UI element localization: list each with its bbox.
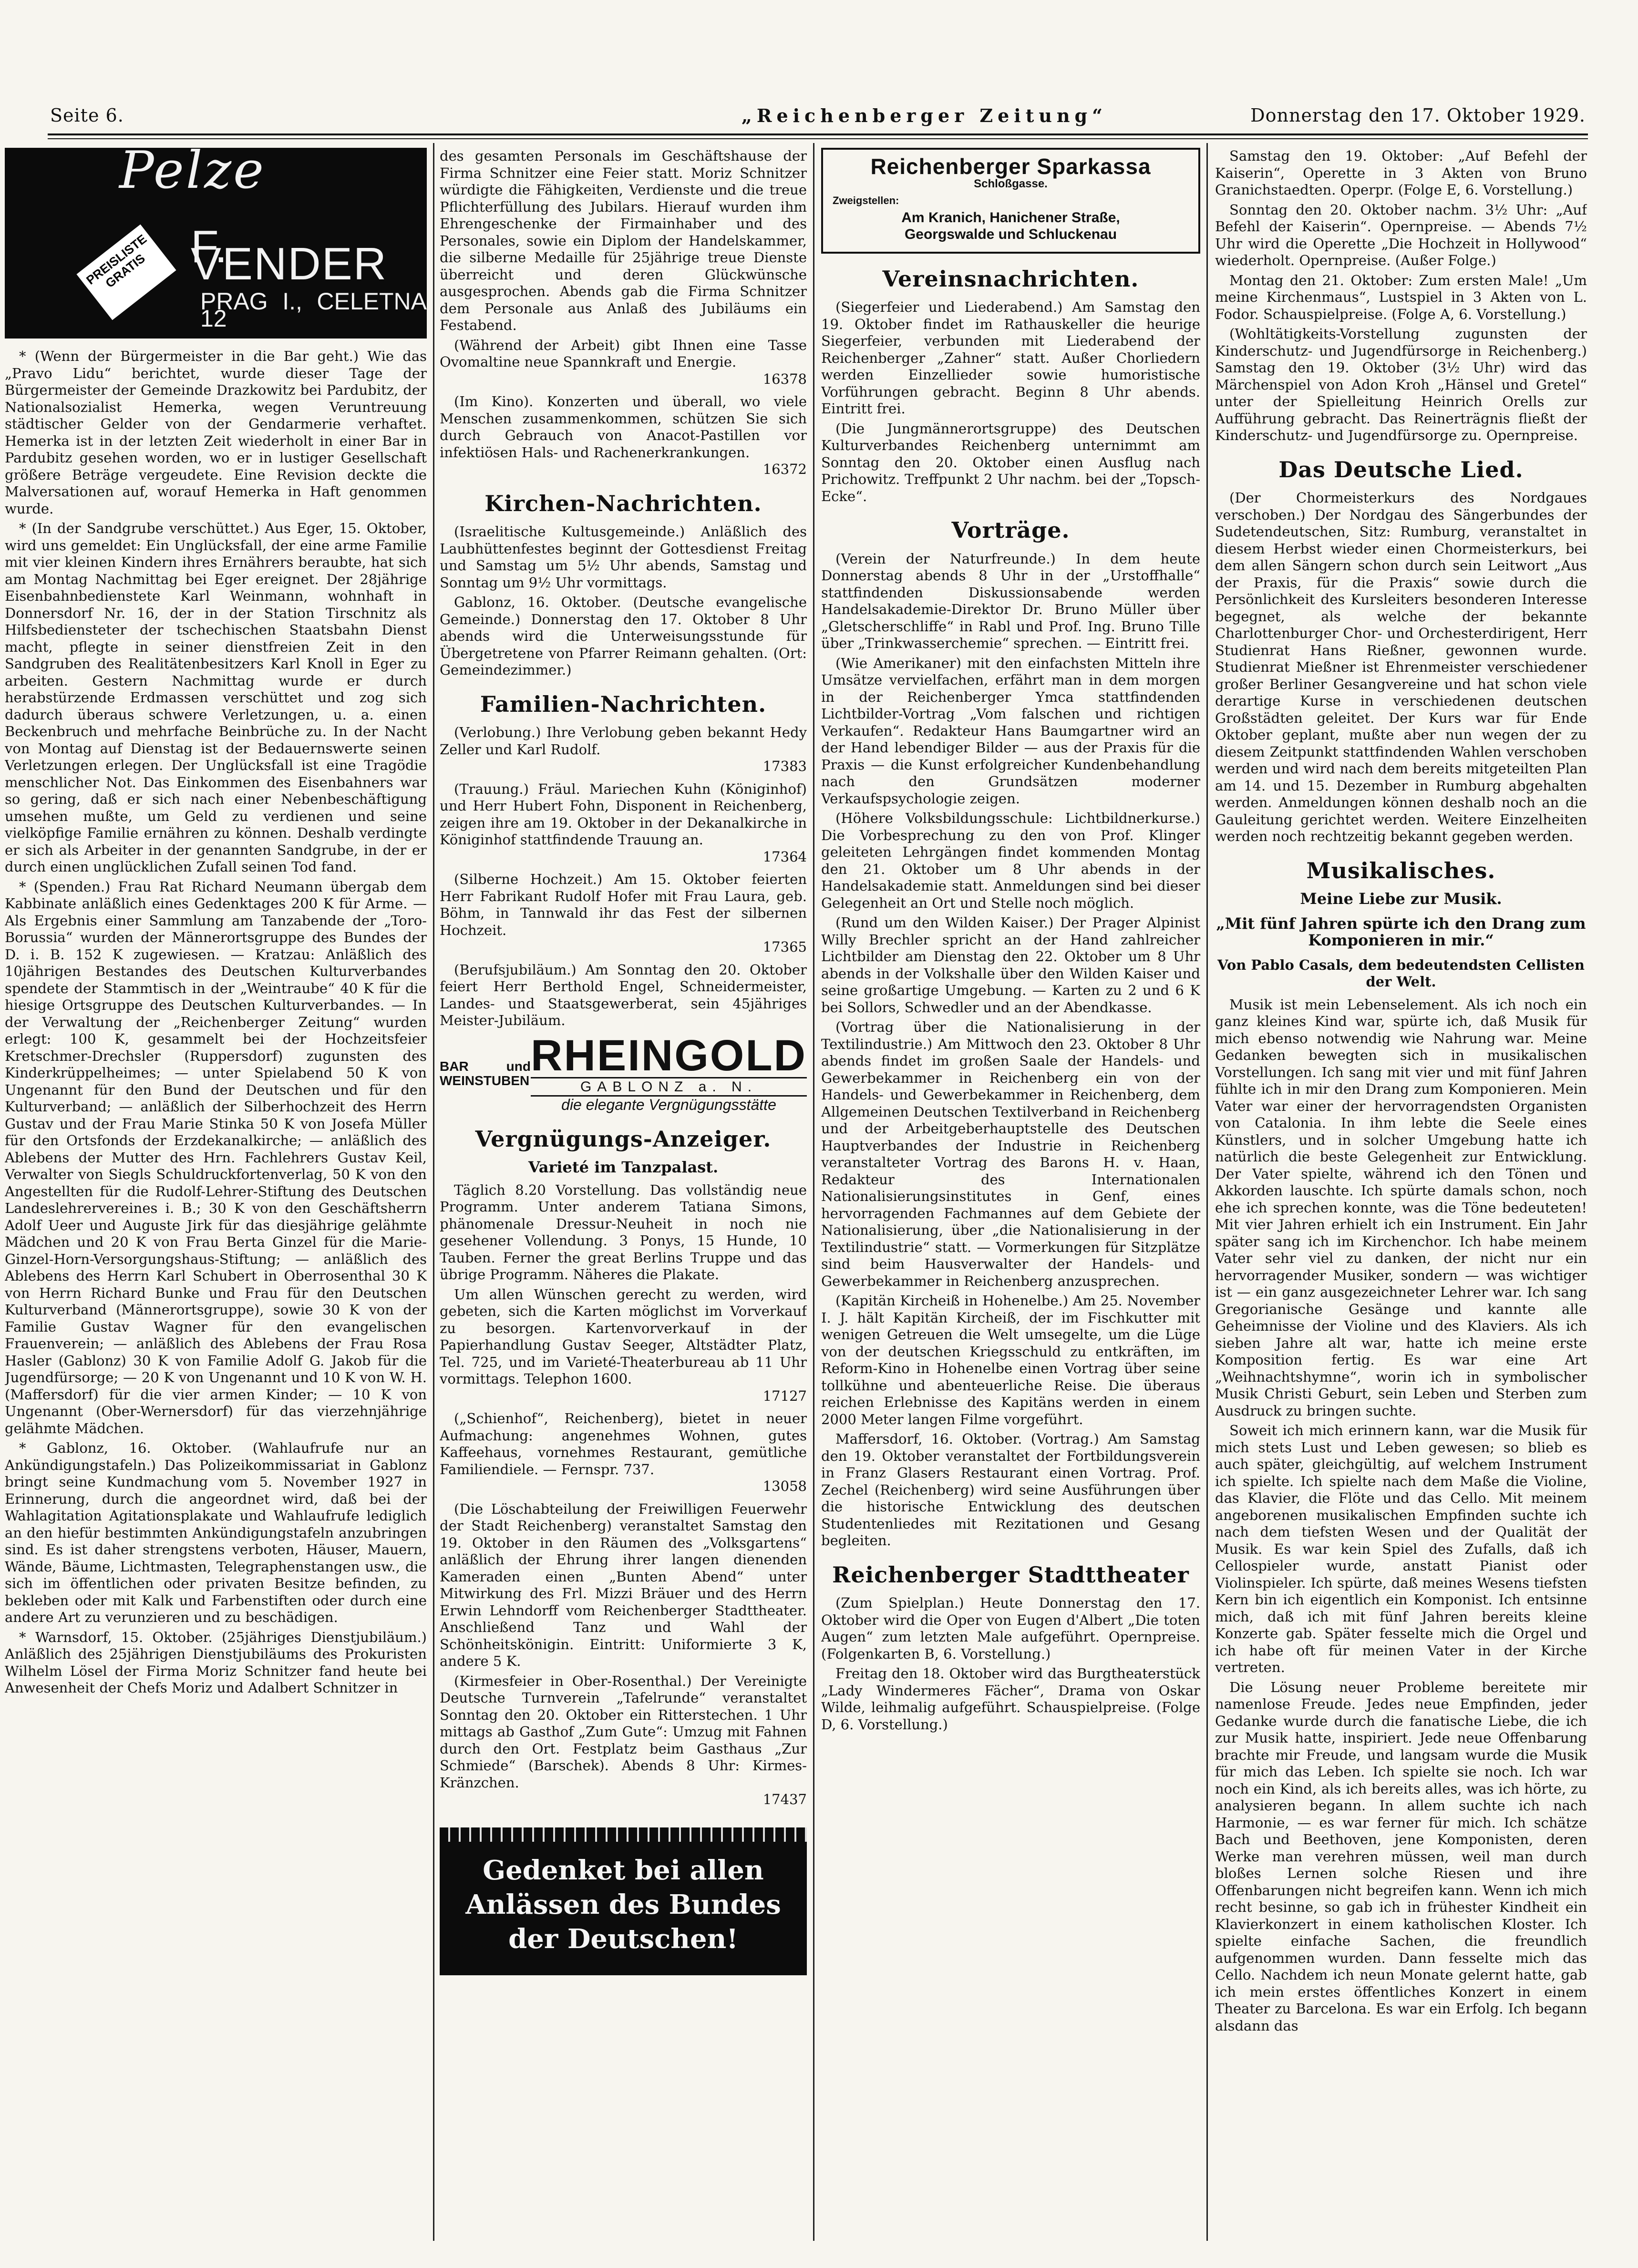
article: (Trauung.) Fräul. Mariechen Kuhn (Königinhof) und Herr Hubert Fohn, Disponent in Reichenberg, zeigen ihre am 19. Oktober in der Dekanalkirche in Königinhof stattfindende Trauung an. bbox=[440, 780, 807, 848]
notice-number: 17127 bbox=[762, 1387, 807, 1404]
ad-city: GABLONZ a. N. bbox=[531, 1077, 807, 1097]
article: („Schienhof“, Reichenberg), bietet in neuer Aufmachung: angenehmes Wohnen, gutes Kaffeehaus, vornehmes Restaurant, gemütliche Familiendiele. — Fernspr. 737. bbox=[440, 1410, 807, 1478]
notice-number: 17383 bbox=[762, 758, 807, 774]
ad-slogan: die elegante Vergnügungsstätte bbox=[561, 1096, 776, 1113]
article: (Kirmesfeier in Ober-Rosenthal.) Der Vereinigte Deutsche Turnverein „Tafelrunde“ veranstaltet Sonntag den 20. Oktober ein Ritterstechen. 1 Uhr mittags ab Gasthof „Zum Gute“: Umzug mit Fahnen durch den Ort. Festplatz beim Gasthaus „Zur Schmiede“ (Barschek). Abends 8 Uhr: Kirmes-Kränzchen. bbox=[440, 1673, 807, 1791]
ad-stripes bbox=[440, 1827, 807, 1842]
article: Täglich 8.20 Vorstellung. Das vollständig neue Programm. Unter anderem Tatiana Simons, phänomenale Dressur-Neuheit in noch nie gesehener Vollendung. 3 Ponys, 15 Hunde, 10 Tauben. Ferner the great Berlins Truppe und das übrige Programm. Näheres die Plakate. bbox=[440, 1181, 807, 1283]
article: Montag den 21. Oktober: Zum ersten Male! „Um meine Kirchenmaus“, Lustspiel in 3 Akten von L. Fodor. Schauspielpreise. (Folge A, 6. Vorstellung.) bbox=[1215, 272, 1587, 322]
ad-title: Reichenberger Sparkassa bbox=[870, 154, 1151, 179]
column-divider bbox=[813, 143, 814, 2241]
article: Samstag den 19. Oktober: „Auf Befehl der Kaiserin“, Operette in 3 Akten von Bruno Granichstaedten. Operpr. (Folge E, 6. Vorstellung.) bbox=[1215, 148, 1587, 198]
column-1 bbox=[5, 148, 427, 2255]
article: Gablonz, 16. Oktober. (Deutsche evangelische Gemeinde.) Donnerstag den 17. Oktober 8 Uhr abends wird die Unterweisungsstunde für Übergetretene von Pfarrer Reimann gehalten. (Ort: Gemeindezimmer.) bbox=[440, 594, 807, 678]
ad-title: Pelze bbox=[119, 148, 266, 200]
article: (Berufsjubiläum.) Am Sonntag den 20. Oktober feiert Herr Berthold Engel, Schneidermeister, Landes- und Staatsgewerberat, sein 45jähriges Meister-Jubiläum. bbox=[440, 961, 807, 1028]
section-heading: Kirchen-Nachrichten. bbox=[484, 490, 762, 516]
advertisement-bund bbox=[440, 1827, 807, 1975]
article: (Die Jungmännerortsgruppe) des Deutschen Kulturverbandes Reichenberg unternimmt am Sonntag den 20. Oktober einen Ausflug nach Prichowitz. Treffpunkt 2 Uhr nachm. bei der „Topsch-Ecke“. bbox=[821, 420, 1200, 504]
byline: Von Pablo Casals, dem bedeutendsten Cellisten der Welt. bbox=[1217, 956, 1585, 990]
section-heading: Familien-Nachrichten. bbox=[480, 691, 767, 717]
ad-name: F. VENDER bbox=[191, 221, 388, 289]
ad-label: BAR und WEINSTUBEN bbox=[440, 1059, 531, 1088]
column-4 bbox=[1215, 148, 1587, 2255]
article: Soweit ich mich erinnern kann, war die Musik für mich stets Lust und Leben gewesen; so blieb es auch später, gleichgültig, auf welchem Instrument ich spielte. Ich spielte nach dem Maße die Violine, das Klavier, die Flöte und das Cello. Mit meinem angeborenen musikalischen Empfinden suchte ich nach dem tiefsten Wesen und der Qualität der Musik. Es war kein Spiel des Zufalls, daß ich Cellospieler wurde, anstatt Pianist oder Violinspieler. Ich spürte, daß meines Wesens tiefsten Kern bin ich eigentlich ein Komponist. Ich entsinne mich, daß ich mit fünf Jahren bereits kleine Konzerte gab. Später fesselte mich die Orgel und ich habe oft für meinen Vater in der Kirche vertreten. bbox=[1215, 1422, 1587, 1675]
section-heading: Vorträge. bbox=[951, 517, 1070, 543]
article: (Die Löschabteilung der Freiwilligen Feuerwehr der Stadt Reichenberg) veranstaltet Samstag den 19. Oktober in den Räumen des „Volksgartens“ anläßlich der Ehrung ihrer langen dienenden Kameraden einen „Bunten Abend“ unter Mitwirkung des Frl. Mizzi Bräuer und des Herrn Erwin Lehndorff vom Reichenberger Stadttheater. Anschließend Tanz und Wahl der Schönheitskönigin. Eintritt: Uniformierte 3 K, andere 5 K. bbox=[440, 1500, 807, 1669]
newspaper-title: „Reichenberger Zeitung“ bbox=[742, 105, 1107, 126]
section-heading: Musikalisches. bbox=[1306, 857, 1496, 883]
article: (Silberne Hochzeit.) Am 15. Oktober feierten Herr Fabrikant Rudolf Hofer mit Frau Laura, geb. Böhm, in Tannwald ihr das Fest der silbernen Hochzeit. bbox=[440, 871, 807, 938]
article: Die Lösung neuer Probleme bereitete mir namenlose Freude. Jedes neue Empfinden, jeder Gedanke wurde durch die fanatische Liebe, die ich zur Musik hatte, inspiriert. Jede neue Offenbarung brachte mir Freude, und langsam wurde die Musik für mich das Leben. Ich spielte sie noch. Ich war noch ein Kind, als ich bereits alles, was ich hörte, zu analysieren begann. In allem suchte ich nach Harmonie, — es war ferner für mich. Ich schätze Bach und Beethoven, jene Komponisten, deren Werke man verehren müssen, weil man durch bloßes Lernen solche Riesen und ihre Offenbarungen nicht begreifen kann. Wenn ich mich recht besinne, so gab ich in frühester Kindheit ein Klavierkonzert in einem katholischen Kloster. Ich spielte einfache Sachen, die freundlich aufgenommen wurden. Dann fesselte mich das Cello. Nachdem ich neun Monate gelernt hatte, gab ich mein erstes öffentliches Konzert in einem Theater zu Barcelona. Es war ein Erfolg. Ich begann alsdann das bbox=[1215, 1679, 1587, 2034]
article: (Siegerfeier und Liederabend.) Am Samstag den 19. Oktober findet im Rathauskeller die heurige Siegerfeier, verbunden mit Liederabend der Reichenberger „Zahner“ statt. Außer Chorliedern werden Einzellieder sowie humoristische Vorführungen gebracht. Beginn 8 Uhr abends. Eintritt frei. bbox=[821, 299, 1200, 417]
article: (Vortrag über die Nationalisierung in der Textilindustrie.) Am Mittwoch den 23. Oktober 8 Uhr abends findet im großen Saale der Handels- und Gewerbekammer in Reichenberg ein von der Handels- und Gewerbekammer in Reichenberg, dem Allgemeinen Deutschen Textilverband in Reichenberg und der Arbeitgeberhauptstelle des Deutschen Hauptverbandes der Industrie in Reichenberg veranstalteter Vortrag des Barons H. v. Haan, Redakteur des Internationalen Nationalisierungsinstitutes in Genf, eines hervorragenden Fachmannes auf dem Gebiete der Nationalisierung, über „die Nationalisierung in der Textilindustrie“ statt. — Vormerkungen für Sitzplätze sind beim Hausverwalter der Handels- und Gewerbekammer in Reichenberg anzusprechen. bbox=[821, 1019, 1200, 1289]
column-divider bbox=[433, 143, 434, 2241]
article: des gesamten Personals im Geschäftshause der Firma Schnitzer eine Feier statt. Moriz Schnitzer würdigte die Fähigkeiten, Verdienste und die treue Pflichterfüllung des Jubilars. Hierauf wurden ihm Ehrengeschenke der Firmainhaber und des Personales, sowie ein Diplom der Handelskammer, die silberne Medaille für 25jährige treue Dienste überreicht und deren Glückwünsche ausgesprochen. Abends gab die Firma Schnitzer dem Personale aus Anlaß des Jubiläums ein Festabend. bbox=[440, 148, 807, 333]
notice: (Im Kino). Konzerten und überall, wo viele Menschen zusammenkommen, schützen Sie sich durch Gebrauch von Anacot-Pastillen vor infektiösen Hals- und Rachenerkrankungen. bbox=[440, 393, 807, 461]
article: (Höhere Volksbildungsschule: Lichtbildnerkurse.) Die Vorbesprechung zu den von Prof. Klinger geleiteten Lehrgängen findet kommenden Montag den 21. Oktober um 8 Uhr abends in der Handelsakademie statt. Anmeldungen sind bei dieser Gelegenheit an Ort und Stelle noch möglich. bbox=[821, 810, 1200, 911]
article: (Verlobung.) Ihre Verlobung geben bekannt Hedy Zeller und Karl Rudolf. bbox=[440, 724, 807, 758]
article: (Verein der Naturfreunde.) In dem heute Donnerstag abends 8 Uhr in der „Urstoffhalle“ stattfindenden Diskussionsabende werden Handelsakademie-Direktor Dr. Bruno Müller über „Gletscherschliffe“ in Rabl und Prof. Ing. Bruno Tille über „Trinkwasserchemie“ sprechen. — Eintritt frei. bbox=[821, 550, 1200, 651]
column-2 bbox=[440, 148, 807, 2255]
advertisement-rheingold bbox=[440, 1031, 807, 1114]
notice-number: 16372 bbox=[762, 461, 807, 477]
notice-number: 17365 bbox=[762, 939, 807, 955]
notice-number: 17364 bbox=[762, 848, 807, 865]
ad-branch-line: Am Kranich, Hanichener Straße, bbox=[901, 209, 1120, 226]
section-heading: Vergnügungs-Anzeiger. bbox=[475, 1126, 772, 1152]
sub-heading: Meine Liebe zur Musik. bbox=[1300, 890, 1502, 908]
column-divider bbox=[1206, 143, 1208, 2241]
ad-text: Gedenket bei allen Anlässen des Bundes der Deutschen! bbox=[465, 1854, 781, 1955]
section-heading: Reichenberger Stadttheater bbox=[832, 1561, 1189, 1588]
article: (Zum Spielplan.) Heute Donnerstag den 17. Oktober wird die Oper von Eugen d'Albert „Die toten Augen“ zum letzten Male aufgeführt. Opernpreise. (Folgenkarten B, 6. Vorstellung.) bbox=[821, 1595, 1200, 1662]
column-3 bbox=[821, 148, 1200, 2255]
article: (Israelitische Kultusgemeinde.) Anläßlich des Laubhüttenfestes beginnt der Gottesdienst Freitag und Samstag um 5½ Uhr abends, Samstag und Sonntag um 9½ Uhr vormittags. bbox=[440, 523, 807, 591]
notice-number: 17437 bbox=[762, 1791, 807, 1807]
article: (Der Chormeisterkurs des Nordgaues verschoben.) Der Nordgau des Sängerbundes der Sudetendeutschen, Sitz: Rumburg, veranstaltet in diesem Herbst wieder einen Chormeisterkurs, bei dem allen Sängern schon durch sein Leitwort „Aus der Praxis, für die Praxis“ sowie durch die Persönlichkeit des Kursleiters besonderen Interesse begegnet, als welche der bekannte Charlottenburger Chor- und Orchesterdirigent, Herr Studienrat Hans Rießner, gewonnen wurde. Studienrat Mießner ist Ehrenmeister verschiedener großer Berliner Gesangvereine und hat schon viele derartige Kurse in verschiedenen deutschen Großstädten geleitet. Der Kurs war für Ende Oktober geplant, mußte aber nun wegen der zu diesem Zeitpunkt stattfindenden Wahlen verschoben werden und wird nach dem bereits mitgeteilten Plan am 14. und 15. Dezember in Rumburg abgehalten werden. Anmeldungen können deshalb noch an die Gauleitung gerichtet werden. Weitere Einzelheiten werden noch rechtzeitig bekannt gegeben werden. bbox=[1215, 490, 1587, 844]
sub-heading: „Mit fünf Jahren spürte ich den Drang zum Komponieren in mir.“ bbox=[1216, 914, 1586, 949]
ad-address: PRAG I., CELETNA 12 bbox=[200, 288, 427, 332]
article: (Wie Amerikaner) mit den einfachsten Mitteln ihre Umsätze vervielfachen, erfährt man in dem morgen in der Reichenberger Ymca stattfindenden Lichtbilder-Vortrag „Vom falschen und richtigen Verkaufen“. Redakteur Hans Baumgartner wird an der Hand lebendiger Bilder — aus der Praxis für die Praxis — die Kunst erfolgreicher Kundenbehandlung nach den Grundsätzen moderner Verkaufspsychologie zeigen. bbox=[821, 655, 1200, 807]
notice-number: 16378 bbox=[762, 370, 807, 387]
notice-number: 13058 bbox=[762, 1478, 807, 1494]
article: (Kapitän Kircheiß in Hohenelbe.) Am 25. November I. J. hält Kapitän Kircheiß, der im Fischkutter mit wenigen Getreuen die Welt umsegelte, um die Lüge von der deutschen Kriegsschuld zu entkräften, im Reform-Kino in Hohenelbe einen Vortrag über seine tollkühne und abenteuerliche Reise. Die überaus reichen Erlebnisse des Kapitäns werden in einem 2000 Meter langen Filme vorgeführt. bbox=[821, 1293, 1200, 1427]
advertisement-pelze bbox=[5, 148, 427, 339]
sub-heading: Varieté im Tanzpalast. bbox=[528, 1158, 719, 1176]
article: (Wohltätigkeits-Vorstellung zugunsten der Kinderschutz- und Jugendfürsorge in Reichenberg.) Samstag den 19. Oktober (3½ Uhr) wird das Märchenspiel von Adon Kroh „Hänsel und Gretel“ unter der Spielleitung Heinrich Orells zur Aufführung gebracht. Das Reinerträgnis fließt der Kinderschutz- und Jugendfürsorge zu. Opernpreise. bbox=[1215, 326, 1587, 443]
article: Um allen Wünschen gerecht zu werden, wird gebeten, sich die Karten möglichst im Vorverkauf zu besorgen. Kartenvorverkauf in der Papierhandlung Gustav Seeger, Altstädter Platz, Tel. 725, und im Varieté-Theaterbureau ab 11 Uhr vormittags. Telephon 1600. bbox=[440, 1286, 807, 1387]
article: (Rund um den Wilden Kaiser.) Der Prager Alpinist Willy Brechler spricht an der Hand zahlreicher Lichtbilder am Dienstag den 22. Oktober um 8 Uhr abends in der Volkshalle über den Wilden Kaiser und seine großartige Umgebung. — Karten zu 2 und 6 K bei Sollors, Schwedler und an der Abendkasse. bbox=[821, 914, 1200, 1016]
ad-name: RHEINGOLD bbox=[531, 1031, 807, 1080]
ad-badge: PREISLISTE GRATIS bbox=[76, 225, 176, 320]
article: * (In der Sandgrube verschüttet.) Aus Eger, 15. Oktober, wird uns gemeldet: Ein Unglücksfall, der eine arme Familie mit vier kleinen Kindern ihres Ernährers beraubte, hat sich am Montag Nachmittag bei Eger ereignet. Der 28jährige Eisenbahnbedienstete Karl Weinmann, wohnhaft in Donnersdorf Nr. 16, der in der Station Tirschnitz als Hilfsbediensteter der tschechischen Staatsbahn Dienst macht, pflegte in seiner dienstfreien Zeit in den Sandgruben des Realitätenbesitzers Karl Knoll in Eger zu arbeiten. Gestern Nachmittag wurde er durch herabstürzende Erdmassen verschüttet und zog sich dadurch überaus schwere Verletzungen, u. a. einen Beckenbruch und mehrfache Beinbrüche zu. In der Nacht von Montag auf Dienstag ist der Bedauernswerte seinen Verletzungen erlegen. Der Unglücksfall ist eine Tragödie menschlicher Not. Das Einkommen des Eisenbahners war so gering, daß er sich nach einer Nebenbeschäftigung umsehen mußte, um Geld zu verdienen und seine vielköpfige Familie ernähren zu können. Deshalb verdingte er sich als Arbeiter in der genannten Sandgrube, in der er durch einen unglücklichen Zufall seinen Tod fand. bbox=[5, 520, 427, 875]
article: * Gablonz, 16. Oktober. (Wahlaufrufe nur an Ankündigungstafeln.) Das Polizeikommissariat in Gablonz bringt seine Kundmachung vom 5. November 1927 in Erinnerung, durch die angeordnet wird, daß bei der Wahlagitation Agitationsplakate und Wahlaufrufe lediglich an den hiefür bestimmten Ankündigungstafeln anzubringen sind. Es ist daher strengstens verboten, Häuser, Mauern, Wände, Bäume, Lichtmasten, Telegraphenstangen usw., die sich im öffentlichen oder privaten Besitze befinden, zu bekleben oder mit Kalk und Farbenstiften oder durch eine andere Art zu verunzieren und zu beschädigen. bbox=[5, 1440, 427, 1625]
article: * (Spenden.) Frau Rat Richard Neumann übergab dem Kabbinate anläßlich eines Gedenktages 200 K für Arme. — Als Ergebnis einer Sammlung am Tanzabende der „Toro-Borussia“ wurden der Männerortsgruppe des Bundes der D. i. B. 152 K zugewiesen. — Kratzau: Anläßlich des 10jährigen Bestandes des Deutschen Kulturverbandes spendete der Stammtisch in der „Weintraube“ 40 K für die hiesige Ortsgruppe des Deutschen Kulturverbandes. — In der Verwaltung der „Reichenberger Zeitung“ wurden erlegt: 100 K, gesammelt bei der Hochzeitsfeier Kretschmer-Drechsler (Ruppersdorf) zugunsten des Kinderkrüppelheimes; — unter Spielabend 50 K von Ungenannt für den Bund der Deutschen und für den Kulturverband; — anläßlich der Silberhochzeit des Herrn Gustav und der Frau Marie Stinka 50 K von Josefa Müller für den Ortsfonds der Erzdekanalkirche; — anläßlich des Ablebens der Mutter des Hrn. Fachlehrers Gustav Keil, Verwalter von Siegls Schuldruckfortenverlag, 50 K von den Angestellten für die Rudolf-Lehrer-Stiftung des Deutschen Landeslehrervereines i. B.; 30 K von den Geschäftsherrn Adolf Ueer und Auguste Jirk für das diesjährige gelähmte Mädchen und 20 K von Frau Berta Ginzel für die Marie-Ginzel-Horn-Versorgungshaus-Stiftung; — anläßlich des Ablebens des Herrn Karl Schubert in Oberrosenthal 30 K von Herrn Richard Bunke und Frau für den Deutschen Kulturverband (Männerortsgruppe), sowie 30 K von der Familie Gustav Wagner für den evangelischen Frauenverein; — anläßlich des Ablebens der Frau Rosa Hasler (Gablonz) 30 K von Familie Adolf G. Jakob für die Jugendfürsorge; — 20 K von Ungenannt und 10 K von W. H. (Maffersdorf) für die vier armen Kinder; — 10 K von Ungenannt (Ober-Wernersdorf) für das vierzehnjährige gelähmte Mädchen. bbox=[5, 878, 427, 1437]
article: Sonntag den 20. Oktober nachm. 3½ Uhr: „Auf Befehl der Kaiserin“. Opernpreise. — Abends 7½ Uhr wird die Operette „Die Hochzeit in Hollywood“ wiederholt. Opernpreise. (Außer Folge.) bbox=[1215, 201, 1587, 268]
article: Maffersdorf, 16. Oktober. (Vortrag.) Am Samstag den 19. Oktober veranstaltet der Fortbildungsverein in Franz Glasers Restaurant einen Vortrag. Prof. Zechel (Reichenberg) wird seine Ausführungen über die historische Entwicklung des deutschen Studentenliedes mit Rezitationen und Gesang begleiten. bbox=[821, 1431, 1200, 1549]
section-heading: Das Deutsche Lied. bbox=[1278, 456, 1524, 482]
header-rule bbox=[48, 133, 1588, 135]
article: Freitag den 18. Oktober wird das Burgtheaterstück „Lady Windermeres Fächer“, Drama von Oskar Wilde, leihmalig aufgeführt. Schauspielpreise. (Folge D, 6. Vorstellung.) bbox=[821, 1665, 1200, 1733]
page-number: Seite 6. bbox=[50, 105, 124, 126]
article: Musik ist mein Lebenselement. Als ich noch ein ganz kleines Kind war, spürte ich, daß Musik für mich ebenso notwendig wie Nahrung war. Meine Gedanken bewegten sich in musikalischen Vorstellungen. Ich sang mit vier und mit fünf Jahren fühlte ich in mir den Drang zum Komponieren. Mein Vater war einer der hervorragendsten Organisten von Catalonia. In ihm lebte die Seele eines Künstlers, und in solcher Umgebung hatte ich natürlich die beste Gelegenheit zur Entwicklung. Der Vater spielte, während ich den Tönen und Akkorden lauschte. Ich spürte damals schon, noch ehe ich sprechen konnte, was die Töne bedeuteten! Mit vier Jahren erhielt ich ein Instrument. Ein Jahr später sang ich im Kirchenchor. Ich habe meinem Vater sehr viel zu danken, der nicht nur ein hervorragender Musiker, sondern — was wichtiger ist — ein ganz ausgezeichneter Lehrer war. Ich sang Gregorianische Gesänge und kannte alle Geheimnisse der Violine und des Klaviers. Als ich sieben Jahre alt war, hatte ich meine erste Komposition fertig. Es war eine Art „Weihnachtshymne“, worin ich in symbolischer Musik Christi Geburt, sein Leben und Sterben zum Ausdruck zu bringen suchte. bbox=[1215, 996, 1587, 1419]
ad-branches-label: Zweigstellen: bbox=[833, 195, 899, 206]
article: * Warnsdorf, 15. Oktober. (25jähriges Dienstjubiläum.) Anläßlich des 25jährigen Dienstjubiläums des Prokuristen Wilhelm Lösel der Firma Moriz Schnitzer fand heute bei Anwesenheit der Chefs Moriz und Adalbert Schnitzer in bbox=[5, 1629, 427, 1696]
advertisement-sparkassa bbox=[821, 148, 1200, 254]
section-heading: Vereinsnachrichten. bbox=[882, 266, 1139, 292]
header-rule-thin bbox=[48, 138, 1588, 139]
page-header bbox=[50, 100, 1586, 133]
issue-date: Donnerstag den 17. Oktober 1929. bbox=[1250, 105, 1586, 126]
ad-branch-line: Georgswalde und Schluckenau bbox=[904, 226, 1117, 242]
article: * (Wenn der Bürgermeister in die Bar geht.) Wie das „Pravo Lidu“ berichtet, wurde dieser Tage der Bürgermeister der Gemeinde Drazkowitz bei Pardubitz, der Nationalsozialist Hemerka, wegen Veruntreuung städtischer Gelder von der Gendarmerie verhaftet. Hemerka ist in der letzten Zeit wiederholt in einer Bar in Pardubitz gesehen worden, wo er in lustiger Gesellschaft größere Beträge vergeudete. Eine Revision deckte die Malversationen auf, worauf Hemerka in Haft genommen wurde. bbox=[5, 348, 427, 517]
notice: (Während der Arbeit) gibt Ihnen eine Tasse Ovomaltine neue Spannkraft und Energie. bbox=[440, 337, 807, 370]
ad-subtitle: Schloßgasse. bbox=[974, 177, 1048, 190]
